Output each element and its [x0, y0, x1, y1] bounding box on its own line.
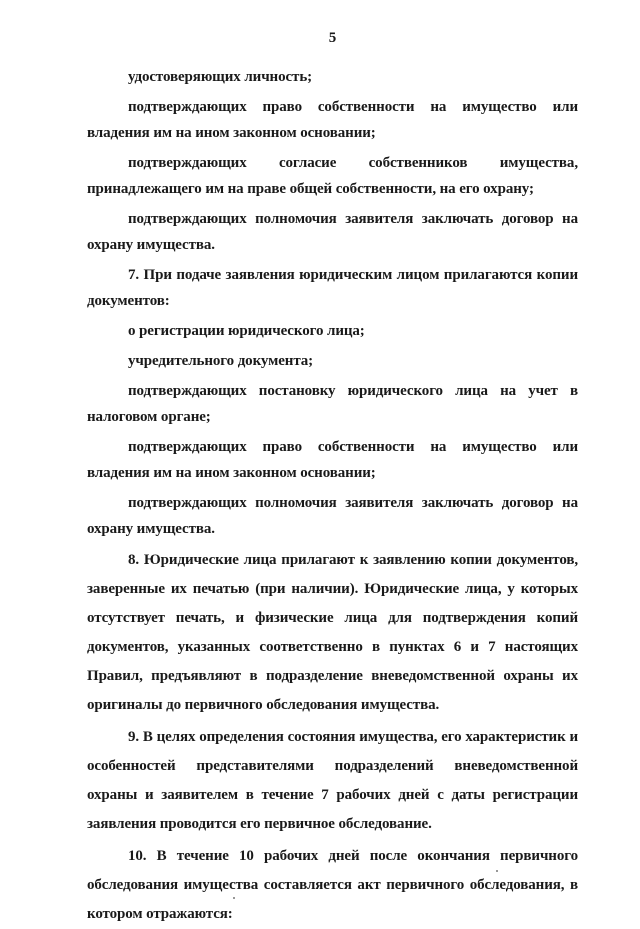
paragraph: подтверждающих согласие собственников имущества, принадлежащего им на праве общей собственности, на его охрану;	[87, 155, 578, 197]
paragraph: подтверждающих полномочия заявителя заключать договор на охрану имущества.	[87, 495, 578, 537]
paragraph: 7. При подаче заявления юридическим лицом прилагаются копии документов:	[87, 267, 578, 309]
scan-speck	[233, 897, 235, 899]
paragraph: 10. В течение 10 рабочих дней после окончания первичного обследования имущества составляется акт первичного обследования, в котором отражаются:	[87, 848, 578, 922]
paragraph: 9. В целях определения состояния имущества, его характеристик и особенностей представителями подразделений вневедомственной охраны и заявителем в течение 7 рабочих дней с даты регистрации заявления проводится его первичное обследование.	[87, 729, 578, 832]
document-page	[87, 30, 578, 922]
scan-speck	[496, 870, 498, 872]
paragraph: подтверждающих право собственности на имущество или владения им на ином законном основании;	[87, 99, 578, 141]
paragraph: 8. Юридические лица прилагают к заявлению копии документов, заверенные их печатью (при наличии). Юридические лица, у которых отсутствует печать, и физические лица для подтверждения копий документов, указанных соответственно в пунктах 6 и 7 настоящих Правил, предъявляют в подразделение вневедомственной охраны их оригиналы до первичного обследования имущества.	[87, 552, 578, 713]
paragraph: учредительного документа;	[128, 353, 314, 369]
paragraph: подтверждающих постановку юридического лица на учет в налоговом органе;	[87, 383, 578, 425]
page-number: 5	[328, 30, 337, 46]
paragraph: о регистрации юридического лица;	[128, 323, 365, 339]
document-body	[87, 64, 578, 929]
paragraph: подтверждающих право собственности на имущество или владения им на ином законном основании;	[87, 439, 578, 481]
paragraph: подтверждающих полномочия заявителя заключать договор на охрану имущества.	[87, 211, 578, 253]
paragraph: удостоверяющих личность;	[128, 69, 313, 85]
